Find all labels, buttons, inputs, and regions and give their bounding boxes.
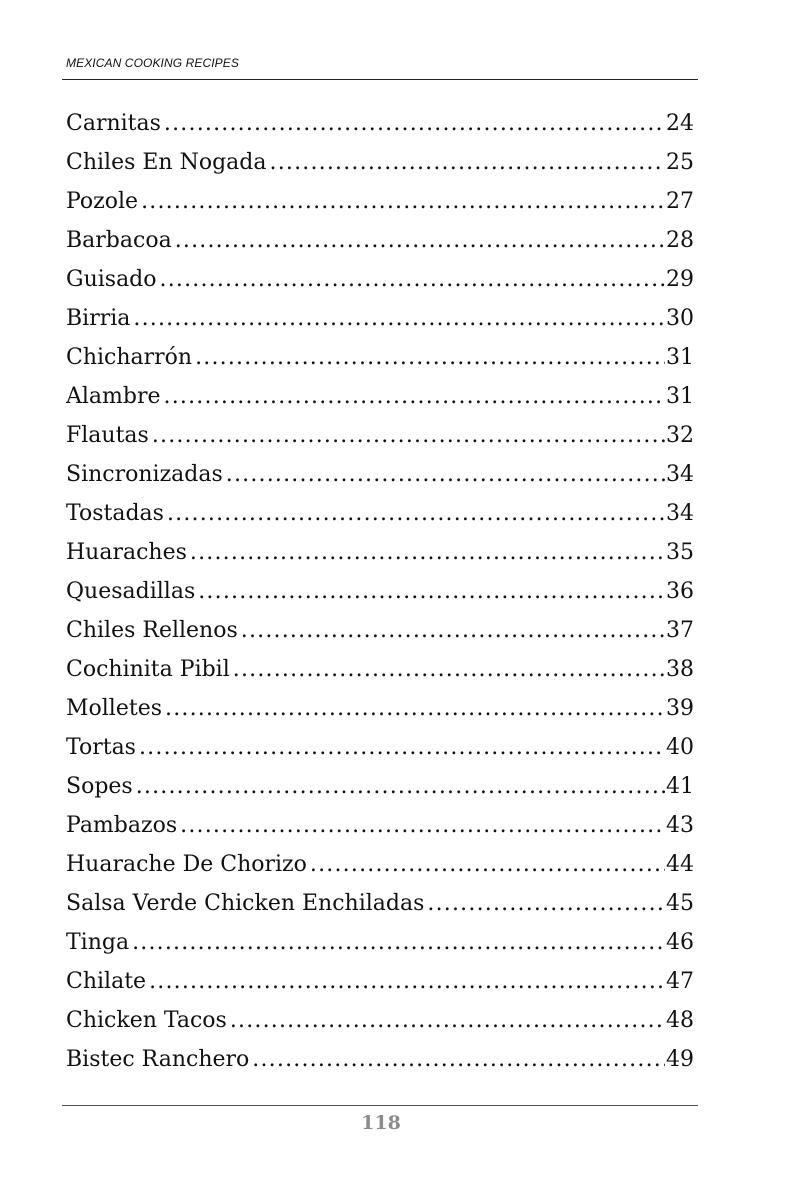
dot-leader [252,1040,665,1079]
dot-leader [230,1001,665,1040]
toc-entry-page: 34 [666,462,694,487]
toc-entry-title: Huaraches [66,540,187,565]
dot-leader [164,377,665,416]
toc-entry-page: 35 [666,540,694,565]
dot-leader [427,884,665,923]
toc-entry-page: 38 [666,657,694,682]
dot-leader [310,845,665,884]
dot-leader [270,143,666,182]
dot-leader [195,338,665,377]
toc-entry-title: Cochinita Pibil [66,657,230,682]
dot-leader [152,416,665,455]
toc-entry [66,650,694,689]
toc-entry-page: 43 [666,813,694,838]
toc-entry-title: Birria [66,306,131,331]
dot-leader [165,689,665,728]
dot-leader [164,104,665,143]
toc-entry [66,572,694,611]
dot-leader [175,221,665,260]
toc-entry-title: Carnitas [66,111,161,136]
toc-entry-page: 31 [666,345,694,370]
toc-entry-page: 28 [666,228,694,253]
toc-entry-title: Chilate [66,969,147,994]
dot-leader [226,455,665,494]
dot-leader [141,182,665,221]
header-divider [62,79,698,80]
toc-entry [66,377,694,416]
toc-entry-title: Sincronizadas [66,462,223,487]
toc-entry-page: 24 [666,111,694,136]
page-number: 118 [361,1112,401,1134]
toc-entry [66,689,694,728]
toc-entry [66,143,694,182]
toc-entry-title: Chicharrón [66,345,193,370]
toc-entry [66,455,694,494]
toc-entry [66,260,694,299]
toc-entry-page: 45 [666,891,694,916]
dot-leader [160,260,665,299]
toc-entry [66,182,694,221]
footer-divider [62,1105,698,1106]
toc-entry-page: 44 [666,852,694,877]
toc-entry [66,1040,694,1079]
toc-entry-title: Salsa Verde Chicken Enchiladas [66,891,425,916]
dot-leader [167,494,665,533]
toc-entry [66,299,694,338]
toc-entry-title: Huarache De Chorizo [66,852,307,877]
toc-entry-page: 32 [666,423,694,448]
toc-entry [66,728,694,767]
running-header: MEXICAN COOKING RECIPES [66,56,239,70]
dot-leader [241,611,665,650]
toc-entry-title: Chiles En Nogada [66,150,267,175]
toc-entry-page: 41 [666,774,694,799]
toc-entry-title: Pozole [66,189,139,214]
toc-entry-page: 37 [666,618,694,643]
toc-entry [66,962,694,1001]
toc-entry-title: Tostadas [66,501,164,526]
toc-entry-page: 36 [666,579,694,604]
toc-entry-title: Chiles Rellenos [66,618,238,643]
toc-entry-title: Pambazos [66,813,178,838]
dot-leader [133,299,665,338]
toc-entry [66,221,694,260]
toc-entry [66,494,694,533]
toc-entry [66,416,694,455]
toc-entry [66,884,694,923]
toc-entry [66,806,694,845]
dot-leader [136,767,665,806]
toc-entry-title: Flautas [66,423,149,448]
table-of-contents [66,104,694,1079]
toc-entry [66,533,694,572]
toc-entry-title: Chicken Tacos [66,1008,227,1033]
toc-entry-page: 31 [666,384,694,409]
toc-entry-page: 25 [666,150,694,175]
dot-leader [149,962,665,1001]
toc-entry [66,1001,694,1040]
toc-entry-title: Tortas [66,735,136,760]
toc-entry-title: Alambre [66,384,161,409]
toc-entry-page: 47 [666,969,694,994]
toc-entry-title: Quesadillas [66,579,196,604]
toc-entry-page: 46 [666,930,694,955]
toc-entry [66,767,694,806]
toc-entry-page: 49 [666,1047,694,1072]
toc-entry-page: 27 [666,189,694,214]
toc-entry-title: Sopes [66,774,133,799]
toc-entry [66,338,694,377]
dot-leader [198,572,665,611]
toc-entry-page: 40 [666,735,694,760]
toc-entry [66,845,694,884]
toc-entry-title: Bistec Ranchero [66,1047,250,1072]
toc-entry-title: Molletes [66,696,163,721]
toc-entry [66,611,694,650]
dot-leader [180,806,665,845]
dot-leader [233,650,665,689]
dot-leader [139,728,665,767]
toc-entry-page: 30 [666,306,694,331]
toc-entry [66,923,694,962]
dot-leader [190,533,665,572]
toc-entry-page: 34 [666,501,694,526]
dot-leader [132,923,665,962]
toc-entry-title: Tinga [66,930,130,955]
toc-entry [66,104,694,143]
toc-entry-page: 29 [666,267,694,292]
toc-entry-title: Barbacoa [66,228,172,253]
toc-entry-title: Guisado [66,267,157,292]
toc-entry-page: 48 [666,1008,694,1033]
toc-entry-page: 39 [666,696,694,721]
